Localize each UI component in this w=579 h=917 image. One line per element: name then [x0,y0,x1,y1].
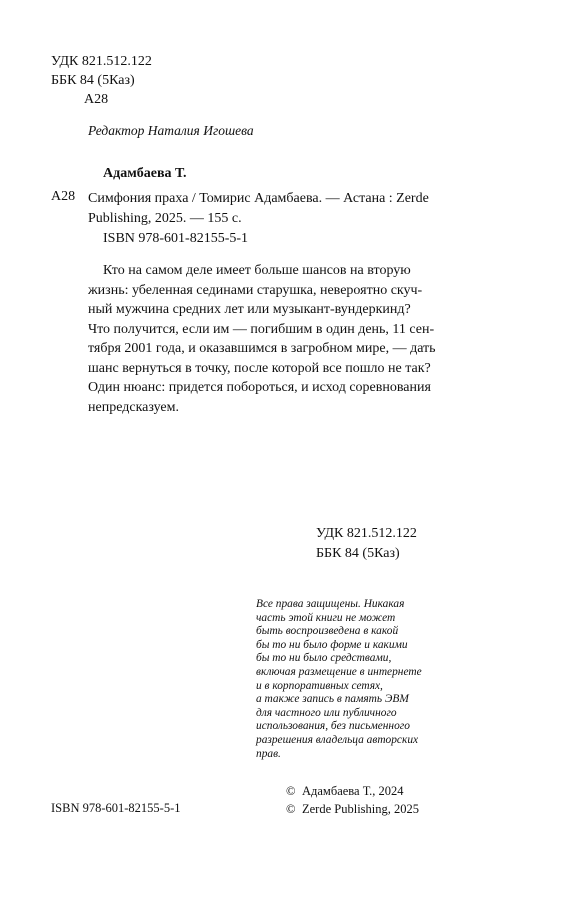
rights-line: прав. [256,747,281,760]
rights-notice [256,598,420,761]
copyright-line [286,800,419,818]
udk-code: УДК 821.512.122 [51,54,152,69]
rights-line: часть этой книги не может [256,611,396,624]
copyright-icon: © [286,784,296,798]
classification-top [51,52,152,109]
rights-line: использования, без письменного [256,720,410,733]
copyright-holder: Адамбаева Т., 2024 [302,784,404,798]
bbk-code: ББК 84 (5Каз) [51,73,135,88]
author-sign: А28 [84,92,109,107]
author-heading: Адамбаева Т. [103,166,187,181]
isbn-main: ISBN 978-601-82155-5-1 [103,231,249,246]
annotation-line: жизнь: убеленная сединами старушка, невероятно скуч- [88,282,423,298]
bbk-code: ББК 84 (5Каз) [316,545,400,561]
annotation-line: Кто на самом деле имеет больше шансов на вторую [103,263,411,278]
annotation-line: Один нюанс: придется побороться, и исход соревнования [88,380,431,395]
rights-line: бы то ни было форме и какими [256,638,408,651]
annotation-line: шанс вернуться в точку, после которой все пошло не так? [88,360,431,376]
copyright-holder: Zerde Publishing, 2025 [302,802,420,816]
annotation-line: ный мужчина средних лет или музыкант-вундеркинд? [88,302,411,317]
rights-line: разрешения владельца авторских [256,733,419,746]
isbn-bottom: ISBN 978-601-82155-5-1 [51,801,181,815]
annotation-line: непредсказуем. [88,399,179,415]
copyright-line [286,782,419,800]
classification-bottom [316,524,417,563]
editor-credit: Редактор Наталия Игошева [88,123,254,138]
rights-line: а также запись в память ЭВМ [256,693,409,706]
udk-code: УДК 821.512.122 [316,526,417,541]
rights-line: Все права защищены. Никакая [256,598,405,610]
rights-line: для частного или публичного [256,706,397,719]
annotation [88,261,436,417]
bibliographic-description [88,189,429,228]
rights-line: включая размещение в интернете [256,665,422,678]
rights-line: быть воспроизведена в какой [256,625,399,638]
annotation-line: тября 2001 года, и оказавшимся в загробном мире, — дать [88,341,436,356]
annotation-line: Что получится, если им — погибшим в один день, 11 сен- [88,321,435,337]
rights-line: бы то ни было средствами, [256,652,392,665]
rights-line: и в корпоративных сетях, [256,679,383,692]
bibliographic-line: Симфония праха / Томирис Адамбаева. — Астана : Zerde [88,191,429,206]
bibliographic-code: А28 [51,189,76,204]
copyright-icon: © [286,802,296,816]
copyright-block [286,782,419,818]
bibliographic-line: Publishing, 2025. — 155 с. [88,210,242,226]
